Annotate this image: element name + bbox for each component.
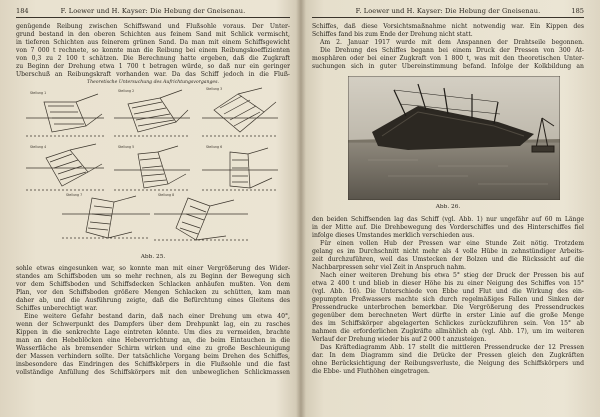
svg-text:Stellung 1: Stellung 1 (30, 91, 47, 95)
svg-text:Stellung 3: Stellung 3 (206, 87, 223, 91)
right-text-line: Das Kräftediagramm Abb. 17 stellt die mittleren Pressendrucke der 12 Pressen (320, 344, 584, 351)
section-drawing-4 (26, 144, 104, 190)
right-text-line: (vgl. Abb. 16). Die Unterschiede von Ebbe und Flut und die Wirkung des ein- (312, 288, 584, 295)
left-text-line: von 0,3 zu 2 100 t schätzen. Die Berechnung hatte ergeben, daß die Zugkraft (16, 55, 290, 62)
left-text-line: Eine weitere Gefahr bestand darin, daß nach einer Drehung um etwa 40°, (24, 313, 290, 320)
right-text-line: Die Drehung des Schiffes begann bei einem Druck der Pressen von 300 At- (320, 47, 584, 54)
left-text-line: der Massen verhindern sollte. Der tatsächliche Vorgang beim Drehen des Schiffes, (16, 353, 290, 360)
right-text-line: gegenüber dem berechneten Wert dürfte in erster Linie auf die große Menge (312, 312, 584, 319)
left-text-line: in tieferen Schichten aus feinerem grünen Sand. Da man mit einem Schiffsgewicht (16, 39, 290, 46)
svg-text:Stellung 4: Stellung 4 (30, 145, 47, 149)
right-text-line: Schiffes, daß diese Vorsichtsmaßnahme nicht notwendig war. Ein Kippen des (312, 23, 584, 30)
section-drawing-7 (62, 196, 150, 238)
right-text-line: mosphären oder bei einer Zugkraft von 1 800 t, was mit den theoretischen Unter- (312, 55, 584, 62)
right-text-line: Am 2. Januar 1917 wurde mit dem Anspannen der Drahtseile begonnen. (320, 39, 584, 46)
section-drawing-5 (114, 146, 190, 190)
left-header-rule (16, 17, 290, 18)
section-drawing-8 (154, 198, 248, 240)
left-text-line: sohle etwas eingesunken war, so konnte man mit einer Vergrößerung des Wider- (16, 265, 290, 272)
left-text-line: Kippen in die senkrechte Lage eintreten könnte. Um dies zu vermeiden, brachte (16, 329, 290, 336)
left-text-line: von 7 000 t rechnete, so konnte man die Reibung bei einem Reibungskoeffizienten (16, 47, 290, 54)
figure-25-diagram (22, 80, 284, 252)
svg-text:Stellung 6: Stellung 6 (206, 145, 223, 149)
right-text-line: dar. In dem Diagramm sind die Drücke der Pressen gleich den Zugkräften (312, 352, 584, 359)
section-drawing-1 (26, 94, 104, 136)
section-drawing-2 (114, 90, 190, 136)
left-text-line: Wasserfläche als bremsender Schirm wirken und eine zu große Beschleunigung (16, 345, 290, 352)
right-page-number: 185 (571, 7, 584, 15)
left-text-line: man an den Hebeblöcken eine Hebevorrichtung an, die beim Eintauchen in die (16, 337, 290, 344)
figure-26-photo (348, 76, 560, 200)
right-text-line: Nach einer weiteren Drehung bis etwa 5° stieg der Druck der Pressen bis auf (320, 272, 584, 279)
left-running-head (16, 7, 290, 16)
svg-text:Stellung 2: Stellung 2 (118, 89, 135, 93)
left-text-line: Überschuß an Reibungskraft vorhanden war. Da das Schiff jedoch in die Fluß- (16, 71, 290, 78)
left-text-line: Plan, vor den Schiffsboden größere Mengen Schlacken zu schütten, kam man (16, 289, 290, 296)
right-text-line: etwa 2 400 t und blieb in dieser Höhe bis zu einer Neigung des Schiffes von 15° (312, 280, 584, 287)
left-running-title: F. Loewer und H. Kayser: Die Hebung der Gneisenau. (60, 7, 246, 15)
left-text-line: zu Beginn der Drehung etwa 1 700 t betragen würde, so daß nur ein geringer (16, 63, 290, 70)
right-text-line: nahmen die erforderlichen Zugkräfte allmählich ab (vgl. Abb. 17), um im weiteren (312, 328, 584, 335)
figure-25-caption: Abb. 25. (140, 254, 166, 260)
right-running-head (312, 7, 584, 16)
right-text-line: in der Mitte auf. Die Drehbewegung des Vorderschiffes und des Hinterschiffes fiel (312, 224, 584, 231)
ship-wreck-photo (348, 76, 560, 200)
right-text-line: den beiden Schiffsenden lag das Schiff (vgl. Abb. 1) nur ungefähr auf 60 m Länge (312, 216, 584, 223)
left-text-line: grund bestand in den oberen Schichten aus feinem Sand mit Schlick vermischt, (16, 31, 290, 38)
svg-text:Stellung 5: Stellung 5 (118, 145, 135, 149)
right-text-line: ohne Berücksichtigung der Reibungsverluste, die Neigung des Schiffskörpers und (312, 360, 584, 367)
left-text-line: vollständige Anfüllung des Schiffskörpers mit den unbeweglichen Schlickmassen (16, 369, 290, 376)
right-text-line: die Ebbe- und Fluthöhen eingetragen. (312, 368, 430, 375)
right-text-line: des im Schiffskörper abgelagerten Schlickes zurückzuführen sein. Von 15° ab (312, 320, 584, 327)
left-text-line: standes am Schiffsboden um so mehr rechnen, als zu Beginn der Bewegung sich (16, 273, 290, 280)
right-text-line: gepumpten Preßwassers machte sich durch regelmäßiges Fallen und Sinken der (312, 296, 584, 303)
left-text-line: daher ab, und die Ausführung zeigte, daß die Befürchtung eines Gleitens des (16, 297, 290, 304)
right-page (312, 0, 584, 417)
left-text-line: genügende Reibung zwischen Schiffswand und Flußsohle voraus. Der Unter- (16, 23, 290, 30)
right-text-line: infolge dieses Umstandes merklich verschieden aus. (312, 232, 475, 239)
right-text-line: suchungen sich in guter Übereinstimmung befand. Infolge der Kolkbildung an (312, 63, 584, 70)
section-drawing-6 (202, 148, 278, 190)
right-running-title: F. Loewer und H. Kayser: Die Hebung der Gneisenau. (355, 7, 541, 15)
left-text-line: insbesondere das Eindringen des Schiffskörpers in die Flußsohle und die fast (16, 361, 290, 368)
right-text-line: Für einen vollen Hub der Pressen war eine Stunde Zeit nötig. Trotzdem (320, 240, 584, 247)
figure-26-caption: Abb. 26. (435, 204, 461, 210)
right-header-rule (312, 17, 584, 18)
left-text-line: vor dem Schiffsboden und Schiffsdecken Schlacken anhäufen mußten. Von dem (16, 281, 290, 288)
section-drawing-3 (202, 88, 278, 136)
svg-text:Stellung 8: Stellung 8 (158, 193, 175, 197)
right-text-line: Verlauf der Drehung wieder bis auf 2 000 t anzusteigen. (312, 336, 487, 343)
left-text-line: Schiffes unberechtigt war. (16, 305, 98, 312)
left-text-line: wenn der Schwerpunkt des Dampfers über dem Drehpunkt lag, ein zu rasches (16, 321, 290, 328)
right-text-line: Pressendrucke unterbrochen bemerkbar. Die Vergrößerung des Pressendruckes (312, 304, 584, 311)
left-page (16, 0, 290, 417)
right-text-line: gelang es im Durchschnitt nicht mehr als 4 volle Hübe in zehnstündiger Arbeits- (312, 248, 584, 255)
book-gutter (296, 0, 306, 417)
hull-section-diagrams (22, 80, 284, 252)
right-text-line: Nachbarpressen sehr viel Zeit in Anspruch nahm. (312, 264, 466, 271)
svg-text:Stellung 7: Stellung 7 (66, 193, 83, 197)
left-page-number: 184 (16, 7, 29, 15)
figure-25-title: Theoretische Untersuchung des Aufrichtungsvorganges. (87, 80, 219, 85)
right-text-line: Schiffes fand bis zum Ende der Drehung nicht statt. (312, 31, 473, 38)
right-text-line: zeit durchzuführen, weil das Umstecken der Bolzen und die Rückssicht auf die (312, 256, 584, 263)
